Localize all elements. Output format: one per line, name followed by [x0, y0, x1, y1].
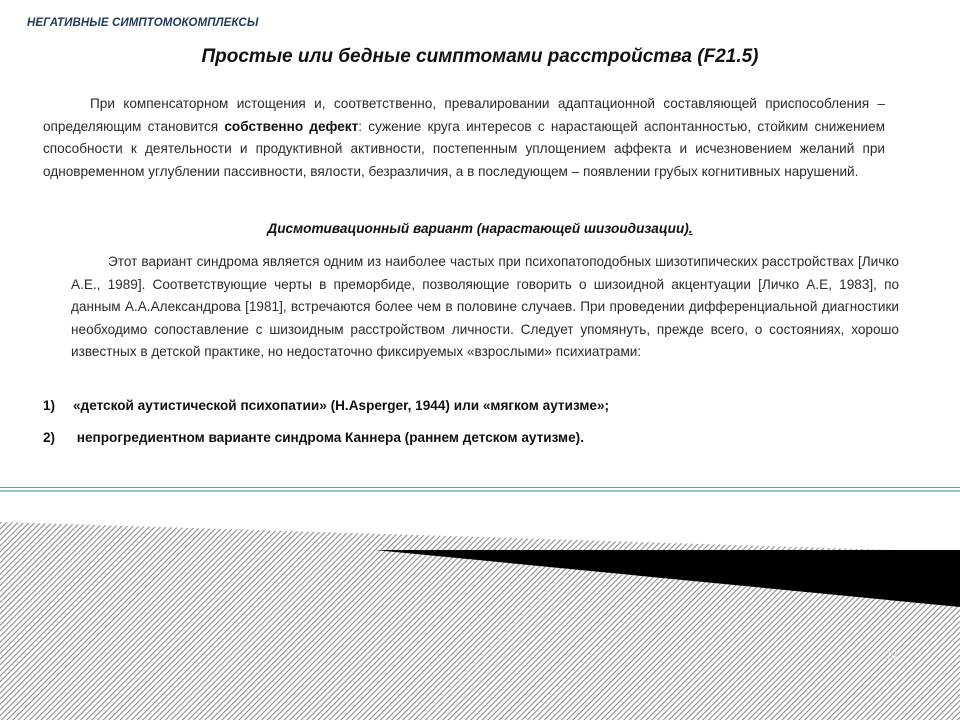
variant-title [0, 221, 960, 236]
variant-title-main: Дисмотивационный вариант (нарастающей шизоидизации) [267, 221, 689, 236]
page-number: 29 [884, 648, 898, 662]
list-item-text: непрогредиентном варианте синдрома Каннера (раннем детском аутизме). [73, 430, 584, 445]
list-item-number: 1) [43, 398, 56, 413]
list-item-text: «детской аутистической психопатии» (H.Asperger, 1944) или «мягком аутизме»; [73, 398, 610, 413]
intro-paragraph [43, 93, 885, 183]
intro-emphasis: собственно дефект [224, 118, 359, 134]
footer-decoration [0, 500, 960, 720]
section-kicker: НЕГАТИВНЫЕ СИМПТОМОКОМПЛЕКСЫ [27, 17, 259, 29]
intro-text-before: При компенсаторном истощения и, соответственно, превалировании адаптационной составляющей приспособления – определяющим становится [43, 96, 885, 134]
list-item-number: 2) [43, 430, 56, 445]
variant-title-tail: . [688, 221, 693, 236]
footer-rule-primary [0, 487, 960, 488]
list-item-2 [43, 430, 903, 445]
footer-rule-secondary [0, 490, 960, 492]
list-item-1 [43, 398, 903, 413]
intro-text-after: : сужение круга интересов с нарастающей аспонтанностью, стойким снижением способности к деятельности и продуктивной активности, постепенным уплощением аффекта и исчезновением желаний при одновременном углублении пассивности, вялости, безразличия, а в последующем – появлении грубых когнитивных нарушений. [43, 118, 886, 179]
slide-title: Простые или бедные симптомами расстройства (F21.5) [201, 46, 759, 67]
variant-paragraph: Этот вариант синдрома является одним из наиболее частых при психопатоподобных шизотипических расстройствах [Личко А.Е., 1989]. Соответствующие черты в преморбиде, позволяющие говорить о шизоидной акцентуации [Личко А.Е, 1983], по данным А.А.Александрова [1981], встречаются более чем в половине случаев. При проведении дифференциальной диагностики необходимо сопоставление с шизоидным расстройством личности. Следует упомянуть, прежде всего, о состояниях, хорошо известных в детской практике, но недостаточно фиксируемых «взрослыми» психиатрами: [71, 254, 899, 360]
